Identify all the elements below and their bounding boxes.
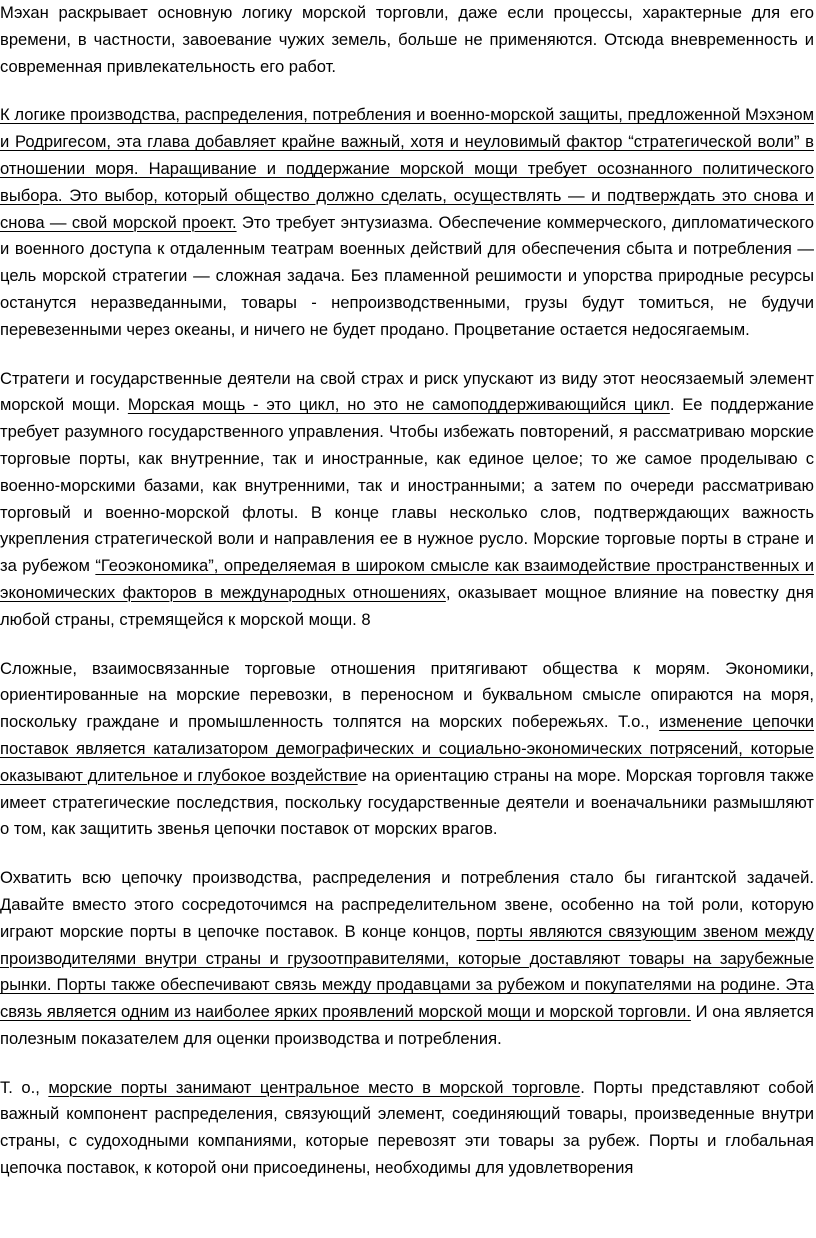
text-run: Стратеги и государственные деятели на свой страх и риск упускают из виду этот неосязаемый элемент морской мощи. (0, 368, 814, 415)
text-run: . Ее поддержание требует разумного государственного управления. Чтобы избежать повторений, я рассматриваю морские торговые порты, как внутренние, так и иностранные, как единое целое; то же самое проделываю с военно-морскими базами, как внутренними, так и иностранными; а затем по очереди рассматриваю торговый и военно-морской флоты. В конце главы несколько слов, подтверждающих важность укрепления стратегической воли и направления ее в нужное русло. Морские торговые порты в стране и за рубежом (0, 395, 814, 576)
underlined-text-run: порты являются связующим звеном между производителями внутри страны и грузоотправителями, которые доставляют товары на зарубежные рынки. Порты также обеспечивают связь между продавцами за рубежом и покупателями на родине. Эта связь является одним из наиболее ярких проявлений морской мощи и морской торговли. (0, 921, 814, 1022)
text-run: . Порты представляют собой важный компонент распределения, связующий элемент, соединяющий товары, произведенные внутри страны, с судоходными компаниями, которые перевозят эти товары за рубеж. Порты и глобальная цепочка поставок, к которой они присоединены, необходимы для удовлетворения (0, 1077, 814, 1178)
underlined-text-run: морские порты занимают центральное место в морской торговле (48, 1077, 581, 1097)
paragraph-mahan-logic (0, 0, 814, 80)
text-run: , оказывает мощное влияние на повестку дня любой страны, стремящейся к морской мощи. 8 (0, 582, 815, 629)
underlined-text-run: изменение цепочки поставок является катализатором демографических и социально-экономических потрясений, которые оказывают длительное и глубокое воздействи (0, 712, 815, 785)
paragraph-seaports-central (0, 1075, 814, 1182)
text-run: Охватить всю цепочку производства, распределения и потребления стало бы гигантской задачей. Давайте вместо этого сосредоточимся на распределительном звене, особенно на той роли, которую играют морские порты в цепочке поставок. В конце концов, (0, 868, 814, 941)
text-run: И она является полезным показателем для оценки производства и потребления. (0, 1002, 814, 1048)
underlined-text-run: “Геоэкономика”, определяемая в широком смысле как взаимодействие пространственных и экономических факторов в международных отношениях (0, 556, 814, 602)
text-run: Т. о., (0, 1077, 49, 1097)
paragraph-distribution-link (0, 865, 814, 1053)
underlined-text-run: К логике производства, распределения, потребления и военно-морской защиты, предложенной Мэхэном и Родригесом, эта глава добавляет крайне важный, хотя и неуловимый фактор “стратегической воли” в отношении моря. Наращивание и поддержание морской мощи требует осознанного политического выбора. Это выбор, который общество должно сделать, осуществлять — и подтверждать это снова и снова — свой морской проект. (0, 105, 814, 232)
text-run: Сложные, взаимосвязанные торговые отношения притягивают общества к морям. Экономики, ориентированные на морские перевозки, в переносном и буквальном смысле опираются на моря, поскольку граждане и промышленность толпятся на морских побережьях. Т.о., (0, 658, 814, 732)
text-run: е на ориентацию страны на море. Морская торговля также имеет стратегические последствия, поскольку государственные деятели и военачальники размышляют о том, как защитить звенья цепочки поставок от морских врагов. (0, 765, 815, 839)
paragraph-sea-power-cycle (0, 366, 814, 634)
paragraph-strategic-will (0, 102, 814, 343)
underlined-text-run: Морская мощь - это цикл, но это не самоподдерживающийся цикл (127, 395, 670, 415)
text-run: Мэхан раскрывает основную логику морской торговли, даже если процессы, характерные для его времени, в частности, завоевание чужих земель, больше не применяются. Отсюда вневременность и современная привлекательность его работ. (0, 3, 814, 76)
text-run: Это требует энтузиазма. Обеспечение коммерческого, дипломатического и военного доступа к отдаленным театрам военных действий для обеспечения сбыта и потребления — цель морской стратегии — сложная задача. Без пламенной решимости и упорства природные ресурсы останутся неразведанными, товары - непроизводственными, грузы будут томиться, не будучи перевезенными через океаны, и ничего не будет продано. Процветание остается недосягаемым. (0, 212, 814, 339)
paragraph-trade-relations (0, 656, 814, 844)
